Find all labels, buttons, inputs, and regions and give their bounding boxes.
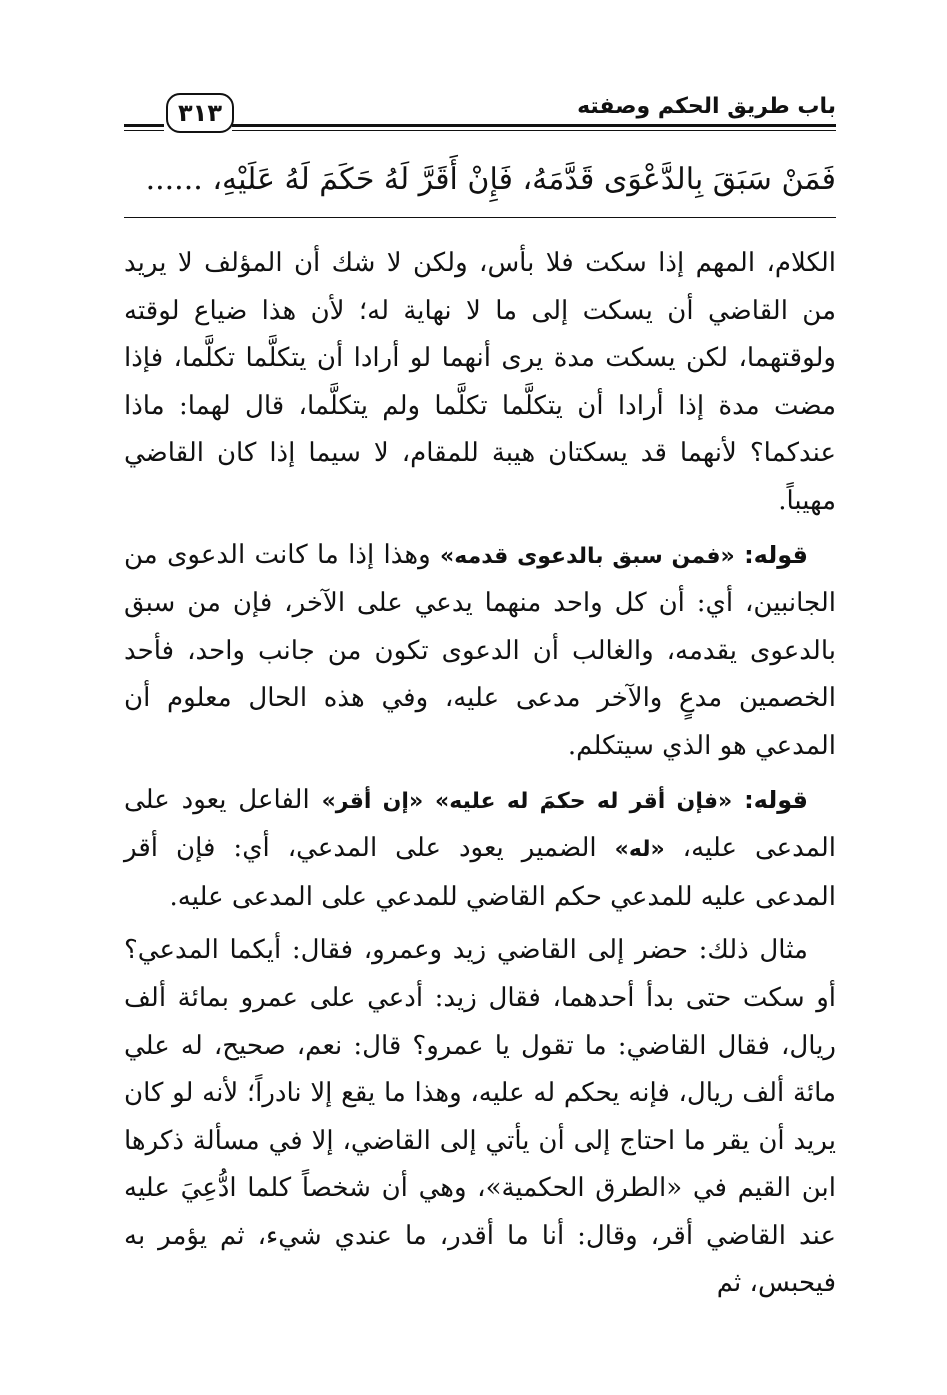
paragraph-3	[124, 777, 836, 922]
quoted-matn: «فإن أقر له حكمَ له عليه»	[435, 788, 733, 814]
qawluhu-label: قوله:	[744, 540, 808, 569]
quoted-matn: «فمن سبق بالدعوى قدمه»	[440, 543, 735, 569]
paragraph-2	[124, 532, 836, 771]
qawluhu-label: قوله:	[744, 785, 809, 814]
paragraph-1: الكلام، المهم إذا سكت فلا بأس، ولكن لا شك أن المؤلف لا يريد من القاضي أن يسكت إلى ما لا نهاية له؛ لأن هذا ضياع لوقته ولوقتهما، لكن يسكت مدة يرى أنهما لو أرادا أن يتكلَّما تكلَّما، فإذا مضت مدة إذا أرادا أن يتكلَّما تكلَّما ولم يتكلَّما، قال لهما: ماذا عندكما؟ لأنهما قد يسكتان هيبة للمقام، لا سيما إذا كان القاضي مهيباً.	[124, 248, 836, 516]
commentary-body	[124, 240, 836, 1314]
paragraph-3-text-1: الفاعل يعود على المدعى عليه،	[124, 784, 836, 864]
matn-text: فَمَنْ سَبَقَ بِالدَّعْوَى قَدَّمَهُ، فَإِنْ أَقَرَّ لَهُ حَكَمَ لَهُ عَلَيْهِ، ......	[145, 162, 836, 197]
paragraph-3-text-2: الضمير يعود على المدعي، أي: فإن أقر المدعى عليه للمدعي حكم القاضي للمدعي على المدعى عليه.	[124, 833, 836, 912]
quoted-term: «له»	[614, 837, 665, 863]
header-rule-left	[124, 124, 164, 131]
paragraph-2-text: وهذا إذا ما كانت الدعوى من الجانبين، أي: أن كل واحد منهما يدعي على الآخر، فإن من سبق بالدعوى يقدمه، والغالب أن الدعوى تكون من جانب واحد، فأحد الخصمين مدعٍ والآخر مدعى عليه، وفي هذه الحال معلوم أن المدعي هو الذي سيتكلم.	[124, 539, 836, 761]
header-rule-right	[232, 124, 836, 131]
matn-divider	[124, 217, 836, 218]
chapter-title: باب طريق الحكم وصفته	[577, 94, 836, 119]
page-number: ٣١٣	[166, 93, 234, 133]
page-header	[124, 88, 836, 138]
paragraph-4: مثال ذلك: حضر إلى القاضي زيد وعمرو، فقال: أيكما المدعي؟ أو سكت حتى بدأ أحدهما، فقال زيد: أدعي على عمرو بمائة ألف ريال، فقال القاضي: ما تقول يا عمرو؟ قال: نعم، صحيح، له علي مائة ألف ريال، فإنه يحكم له عليه، وهذا ما يقع إلا نادراً؛ لأنه لو كان يريد أن يقر ما احتاج إلى أن يأتي إلى القاضي، إلا في مسألة ذكرها ابن القيم في «الطرق الحكمية»، وهي أن شخصاً كلما ادُّعِيَ عليه عند القاضي أقر، وقال: أنا ما أقدر، ما عندي شيء، ثم يؤمر به فيحبس، ثم	[124, 935, 836, 1299]
quoted-term: «إن أقر»	[321, 788, 424, 814]
